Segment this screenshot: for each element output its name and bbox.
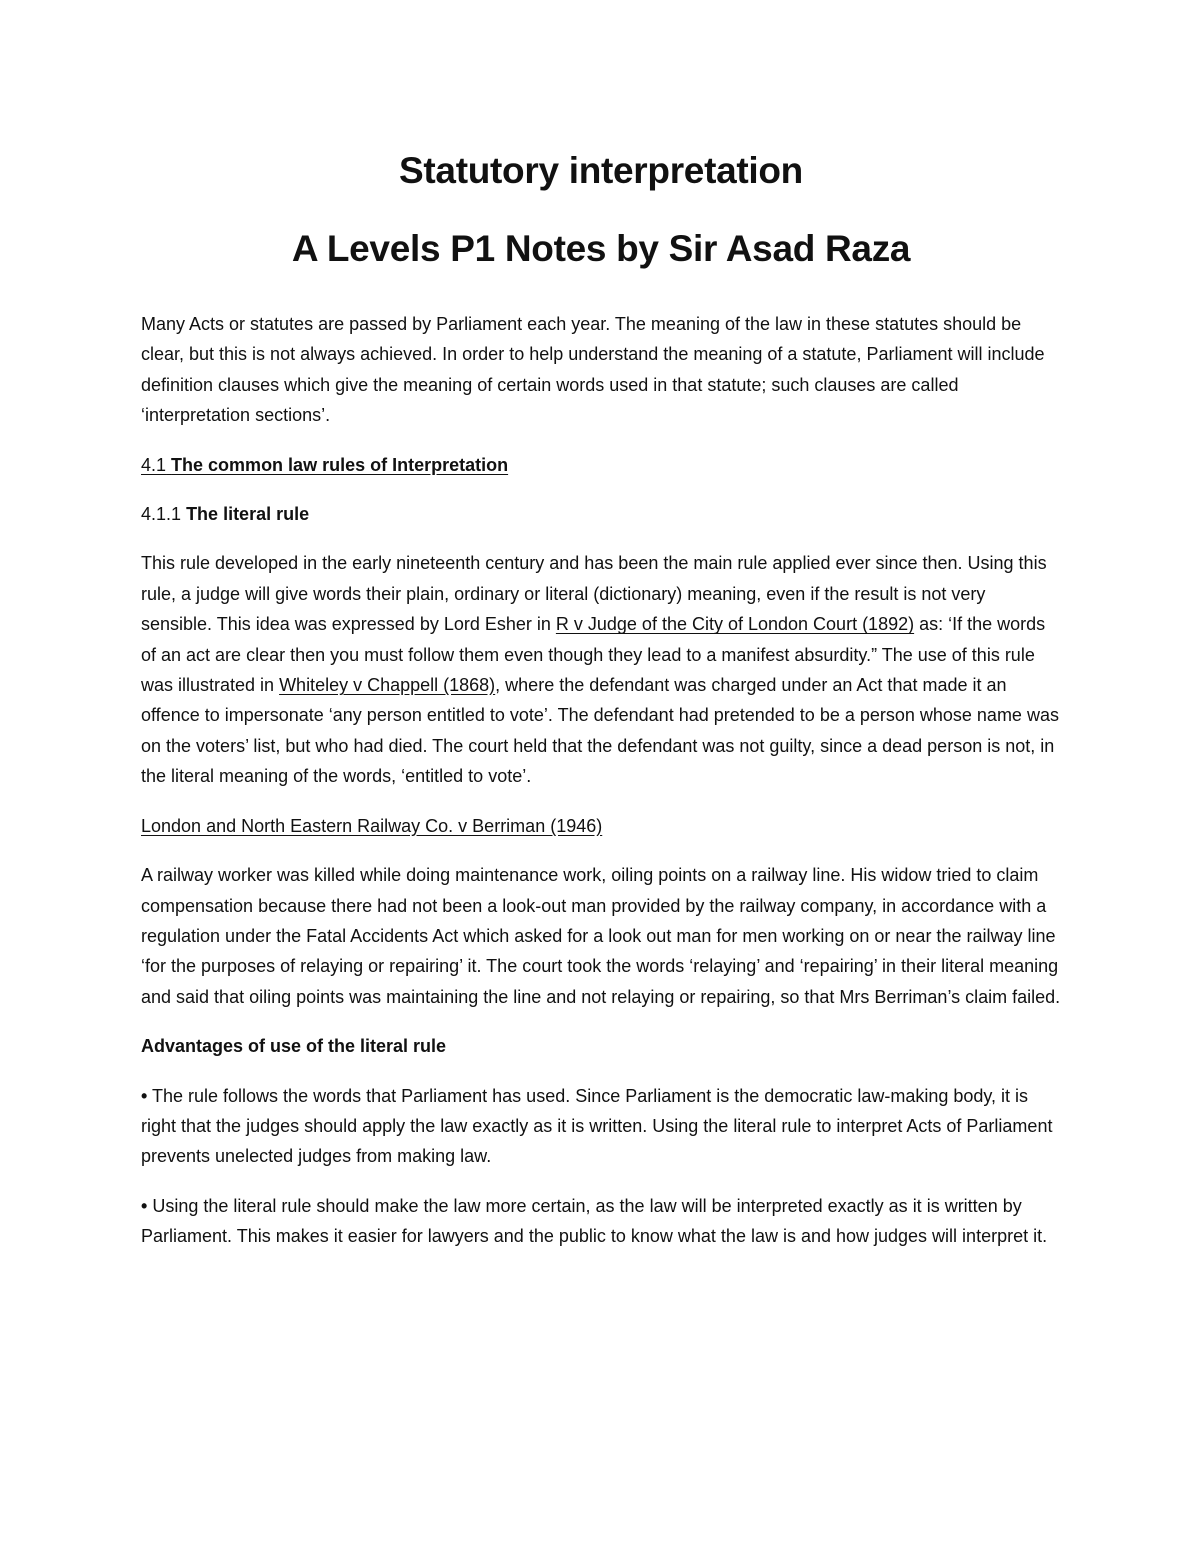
case-citation-r-v-judge: R v Judge of the City of London Court (1892) xyxy=(555,614,915,635)
bullet-icon: • xyxy=(141,1085,148,1106)
section-number-4-1-1: 4.1.1 xyxy=(141,504,182,525)
section-heading-4-1-1 xyxy=(141,499,1061,529)
section-heading-4-1 xyxy=(141,450,1061,480)
literal-rule-text-1: This rule developed in the early nineteenth century and has been the main rule applied ever since then. Using this rule, a judge will give words their plain, ordinary or literal (dictionary) meaning, even if the result is not very sensible. This idea was expressed by Lord Esher in xyxy=(141,553,1047,635)
case-title-berriman: London and North Eastern Railway Co. v Berriman (1946) xyxy=(141,815,603,836)
document-content xyxy=(141,148,1061,1271)
bullet-icon: • xyxy=(141,1195,148,1216)
case-citation-whiteley: Whiteley v Chappell (1868) xyxy=(279,675,496,696)
literal-rule-text-2: as: ‘If the words of an act are clear then you must follow them even though they lead to a manifest absurdity.” The use of this rule was illustrated in xyxy=(141,614,1046,696)
advantages-heading: Advantages of use of the literal rule xyxy=(141,1036,447,1057)
literal-rule-text-3: , where the defendant was charged under an Act that made it an offence to impersonate ‘any person entitled to vote’. The defendant had pretended to be a person whose name was on the voters’ list, but who had died. The court held that the defendant was not guilty, since a dead person is not, in the literal meaning of the words, ‘entitled to vote’. xyxy=(141,675,1059,787)
section-title-4-1-1: The literal rule xyxy=(186,504,310,525)
advantage-item-2 xyxy=(141,1191,1061,1252)
page-title: Statutory interpretation xyxy=(399,150,803,191)
section-title-4-1: The common law rules of Interpretation xyxy=(171,454,509,475)
advantage-text-2: Using the literal rule should make the law more certain, as the law will be interpreted exactly as it is written by Parliament. This makes it easier for lawyers and the public to know what the law is and how judges will interpret it. xyxy=(141,1195,1048,1247)
section-number-4-1: 4.1 xyxy=(141,454,167,475)
intro-paragraph: Many Acts or statutes are passed by Parliament each year. The meaning of the law in these statutes should be clear, but this is not always achieved. In order to help understand the meaning of a statute, Parliament will include definition clauses which give the meaning of certain words used in that statute; such clauses are called ‘interpretation sections’. xyxy=(141,314,1045,426)
advantage-text-1: The rule follows the words that Parliament has used. Since Parliament is the democratic law-making body, it is right that the judges should apply the law exactly as it is written. Using the literal rule to interpret Acts of Parliament prevents unelected judges from making law. xyxy=(141,1085,1053,1167)
page-subtitle: A Levels P1 Notes by Sir Asad Raza xyxy=(291,228,911,269)
literal-rule-paragraph xyxy=(141,548,1061,791)
advantage-item-1 xyxy=(141,1081,1061,1172)
berriman-paragraph: A railway worker was killed while doing maintenance work, oiling points on a railway line. His widow tried to claim compensation because there had not been a look-out man provided by the railway company, in accordance with a regulation under the Fatal Accidents Act which asked for a look out man for men working on or near the railway line ‘for the purposes of relaying or repairing’ it. The court took the words ‘relaying’ and ‘repairing’ in their literal meaning and said that oiling points was maintaining the line and not relaying or repairing, so that Mrs Berriman’s claim failed. xyxy=(141,865,1061,1007)
